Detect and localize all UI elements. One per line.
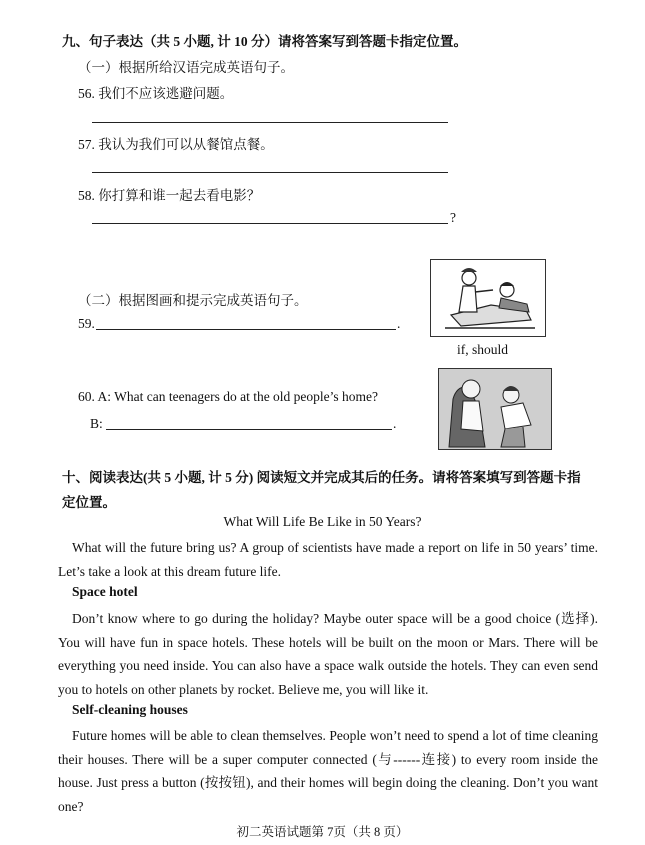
question-57: 57. 我认为我们可以从餐馆点餐。 bbox=[78, 137, 274, 152]
page-footer: 初二英语试题第 7页（共 8 页） bbox=[236, 825, 409, 839]
question-60-b-label: B: bbox=[90, 416, 103, 431]
question-mark: ? bbox=[450, 210, 456, 225]
passage-intro-text: What will the future bring us? A group of scientists have made a report on life in 50 years’ time. Let’s take a look at this dream future life. bbox=[58, 540, 598, 579]
answer-line-59[interactable] bbox=[96, 329, 396, 330]
paragraph-space-hotel-text: Don’t know where to go during the holiday? Maybe outer space will be a good choice (选择). You will have fun in space hotels. These hotels will be built on the moon or Mars. There will be everything you need inside. You can also have a space walk outside the hotels. They can even send you to hotels on other planets by rocket. Believe me, you will like it. bbox=[58, 611, 598, 697]
passage-title: What Will Life Be Like in 50 Years? bbox=[223, 514, 422, 529]
elderly-reading-picture bbox=[438, 368, 552, 450]
dentist-picture bbox=[430, 259, 546, 337]
passage-intro bbox=[58, 536, 598, 583]
section10-heading-line1: 十、阅读表达(共 5 小题, 计 5 分) 阅读短文并完成其后的任务。请将答案填写到答题卡指 bbox=[62, 470, 581, 485]
subheading-self-cleaning: Self-cleaning houses bbox=[72, 702, 188, 717]
answer-line-56[interactable] bbox=[92, 122, 448, 123]
subheading-space-hotel: Space hotel bbox=[72, 584, 138, 599]
question-59-label: 59. bbox=[78, 316, 95, 331]
section9-heading: 九、句子表达（共 5 小题, 计 10 分）请将答案写到答题卡指定位置。 bbox=[62, 34, 467, 49]
question-60: 60. A: What can teenagers do at the old people’s home? bbox=[78, 389, 379, 404]
period-59: . bbox=[397, 316, 401, 331]
question-58: 58. 你打算和谁一起去看电影？ bbox=[78, 188, 261, 203]
picture-59-hint: if, should bbox=[457, 342, 509, 357]
part1-instruction: （一）根据所给汉语完成英语句子。 bbox=[78, 60, 294, 75]
dentist-illustration bbox=[431, 260, 545, 336]
section10-heading-line2: 定位置。 bbox=[62, 495, 116, 510]
elderly-reading-illustration bbox=[439, 369, 551, 449]
answer-line-57[interactable] bbox=[92, 172, 448, 173]
question-56: 56. 我们不应该逃避问题。 bbox=[78, 86, 234, 101]
period-60: . bbox=[393, 416, 397, 431]
paragraph-space-hotel bbox=[58, 607, 598, 701]
paragraph-self-cleaning-text: Future homes will be able to clean themselves. People won’t need to spend a lot of time cleaning their houses. There will be a super computer connected (与------连接) to every room inside the house. Just press a button (按按钮), and their homes will begin doing the cleaning. Don’t you want one? bbox=[58, 728, 598, 814]
answer-line-58[interactable] bbox=[92, 223, 448, 224]
part2-instruction: （二）根据图画和提示完成英语句子。 bbox=[78, 293, 308, 308]
answer-line-60[interactable] bbox=[106, 429, 392, 430]
paragraph-self-cleaning bbox=[58, 724, 598, 818]
